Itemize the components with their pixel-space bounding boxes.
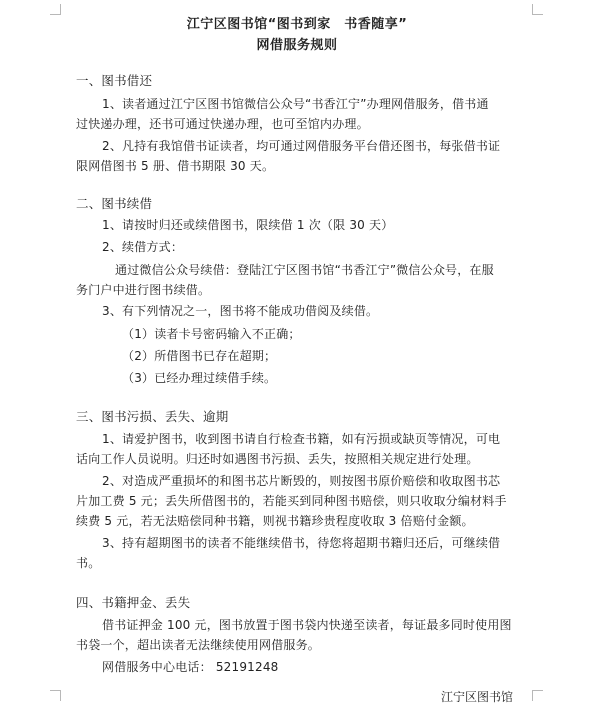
paragraph-line: 限网借图书 5 册、借书期限 30 天。 xyxy=(76,159,275,173)
paragraph-line: 务门户中进行图书续借。 xyxy=(76,283,211,297)
document-title: 江宁区图书馆“图书到家 书香随享” xyxy=(186,17,408,32)
list-item: （1）读者卡号密码输入不正确； xyxy=(122,327,301,341)
section-heading-renewal: 二、图书续借 xyxy=(76,196,153,211)
paragraph-line: 借书证押金 100 元，图书放置于图书袋内快递至读者，每证最多同时使用图 xyxy=(102,618,512,632)
paragraph-line: 2、凡持有我馆借书证读者，均可通过网借服务平台借还图书，每张借书证 xyxy=(102,139,501,153)
paragraph-line: 3、持有超期图书的读者不能继续借书，待您将超期书籍归还后，可继续借 xyxy=(102,536,501,550)
paragraph-line: 片加工费 5 元；丢失所借图书的，若能买到同种图书赔偿，则只收取分编材料手 xyxy=(76,494,507,508)
issuing-organization: 江宁区图书馆 xyxy=(441,690,514,704)
paragraph-line: 1、请按时归还或续借图书，限续借 1 次（限 30 天） xyxy=(102,218,394,232)
paragraph-line: 1、读者通过江宁区图书馆微信公众号“书香江宁”办理网借服务，借书通 xyxy=(102,97,489,111)
paragraph-line: 3、有下列情况之一，图书将不能成功借阅及续借。 xyxy=(102,304,379,318)
page-corner-mark xyxy=(532,690,543,701)
list-item: （2）所借图书已存在超期； xyxy=(122,349,277,363)
paragraph-line: 书。 xyxy=(76,556,101,570)
paragraph-line: 续费 5 元，若无法赔偿同种书籍，则视书籍珍贵程度收取 3 倍赔付金额。 xyxy=(76,514,474,528)
paragraph-line: 书袋一个，超出读者无法继续使用网借服务。 xyxy=(76,638,321,652)
paragraph-line: 1、请爱护图书，收到图书请自行检查书籍，如有污损或缺页等情况，可电 xyxy=(102,432,501,446)
paragraph-line: 2、续借方式： xyxy=(102,240,184,254)
document-subtitle: 网借服务规则 xyxy=(256,38,338,53)
section-heading-damage-loss-overdue: 三、图书污损、丢失、逾期 xyxy=(76,409,229,424)
paragraph-line: 2、对造成严重损坏的和图书芯片断毁的，则按图书原价赔偿和收取图书芯 xyxy=(102,474,501,488)
page-corner-mark xyxy=(50,690,61,701)
list-item: （3）已经办理过续借手续。 xyxy=(122,371,277,385)
paragraph-line: 通过微信公众号续借：登陆江宁区图书馆“书香江宁”微信公众号，在服 xyxy=(115,263,494,277)
section-heading-deposit-loss: 四、书籍押金、丢失 xyxy=(76,595,191,610)
paragraph-line: 话向工作人员说明。归还时如遇图书污损、丢失，按照相关规定进行处理。 xyxy=(76,452,479,466)
paragraph-line: 过快递办理，还书可通过快递办理，也可至馆内办理。 xyxy=(76,117,369,131)
hotline-text: 网借服务中心电话： 52191248 xyxy=(102,660,279,674)
section-heading-borrow-return: 一、图书借还 xyxy=(76,73,153,88)
